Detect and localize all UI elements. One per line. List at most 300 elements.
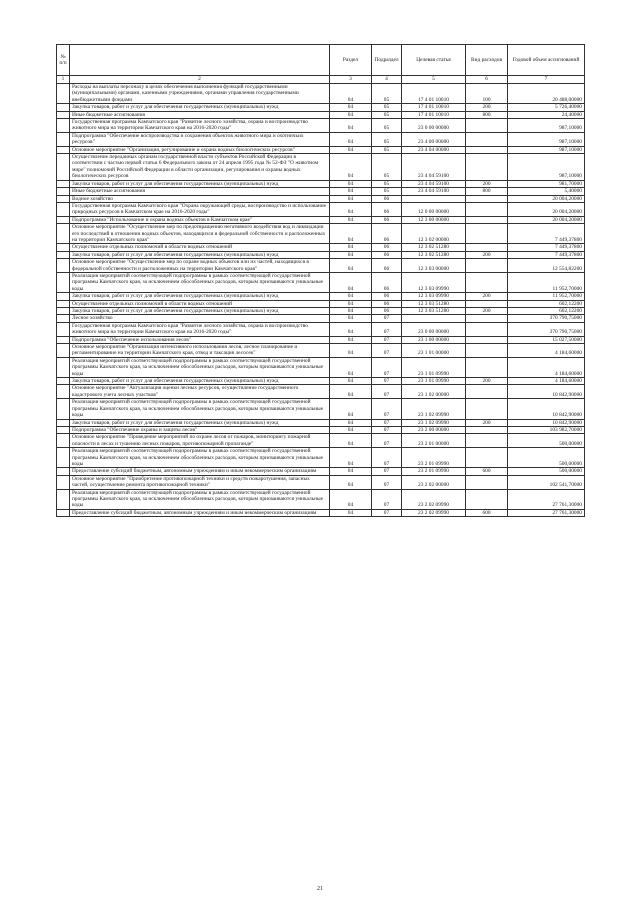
table-row xyxy=(57,251,585,258)
row-vr xyxy=(466,434,508,448)
row-podrazdel: 06 xyxy=(372,272,402,292)
row-csr: 23 2 01 00000 xyxy=(402,434,466,448)
row-csr: 12 3 02 00000 xyxy=(402,224,466,244)
row-csr: 23 4 00 00000 xyxy=(402,132,466,146)
row-razdel: 04 xyxy=(330,336,372,343)
table-row xyxy=(57,468,585,475)
row-sum: 10 842,90000 xyxy=(508,385,585,399)
table-row xyxy=(57,132,585,146)
row-vr: 600 xyxy=(466,468,508,475)
row-name: Государственная программа Камчатского края "Развитие лесного хозяйства, охрана и воспроизводство животного мира на территории Камчатского края на 2016-2020 годы" xyxy=(70,322,330,336)
row-podrazdel: 05 xyxy=(372,111,402,118)
row-podrazdel: 05 xyxy=(372,132,402,146)
row-csr: 23 2 02 00000 xyxy=(402,475,466,489)
row-name: Осуществление отдельных полномочий в области водных отношений xyxy=(70,244,330,251)
row-name: Закупка товаров, работ и услуг для обеспечения государственных (муниципальных) нужд xyxy=(70,378,330,385)
row-sum: 4 184,60000 xyxy=(508,344,585,358)
num-cell xyxy=(57,224,70,244)
row-razdel: 04 xyxy=(330,202,372,216)
row-name: Иные бюджетные ассигнования xyxy=(70,188,330,195)
row-razdel: 04 xyxy=(330,154,372,181)
row-vr: 200 xyxy=(466,180,508,187)
row-razdel: 04 xyxy=(330,419,372,426)
row-name: Реализация мероприятий соответствующей подпрограммы в рамках соответствующей государственной программы Камчатского края, за исключением обособленных расходов, которым присваиваются уникальные коды xyxy=(70,272,330,292)
header-sum: Годовой объем ассигнований xyxy=(508,45,585,76)
column-index: 2 xyxy=(70,76,330,84)
table-row xyxy=(57,195,585,202)
column-index: 7 xyxy=(508,76,585,84)
row-podrazdel: 06 xyxy=(372,224,402,244)
document-page xyxy=(56,44,584,517)
num-cell xyxy=(57,322,70,336)
num-cell xyxy=(57,111,70,118)
row-podrazdel: 05 xyxy=(372,154,402,181)
row-csr: 23 4 04 59100 xyxy=(402,188,466,195)
table-row xyxy=(57,224,585,244)
row-podrazdel: 05 xyxy=(372,146,402,153)
row-podrazdel: 06 xyxy=(372,308,402,315)
row-razdel: 04 xyxy=(330,475,372,489)
row-razdel: 04 xyxy=(330,272,372,292)
row-csr: 23 4 04 59100 xyxy=(402,154,466,181)
num-cell xyxy=(57,251,70,258)
row-csr: 12 0 00 00000 xyxy=(402,202,466,216)
row-podrazdel: 07 xyxy=(372,378,402,385)
row-vr xyxy=(466,146,508,153)
column-index: 6 xyxy=(466,76,508,84)
row-name: Закупка товаров, работ и услуг для обеспечения государственных (муниципальных) нужд xyxy=(70,293,330,300)
row-csr: 23 2 02 09990 xyxy=(402,489,466,509)
row-vr xyxy=(466,426,508,433)
row-csr: 23 2 01 09990 xyxy=(402,468,466,475)
row-sum: 500,00000 xyxy=(508,468,585,475)
table-row xyxy=(57,202,585,216)
row-name: Закупка товаров, работ и услуг для обеспечения государственных (муниципальных) нужд xyxy=(70,104,330,111)
row-sum: 27 761,30000 xyxy=(508,509,585,516)
row-name: Водное хозяйство xyxy=(70,195,330,202)
row-razdel: 04 xyxy=(330,259,372,273)
row-csr xyxy=(402,195,466,202)
row-razdel: 04 xyxy=(330,293,372,300)
row-csr: 12 3 03 09990 xyxy=(402,293,466,300)
row-name: Основное мероприятие "Осуществление мер по предотвращению негативного воздействия вод и ликвидации его последствий в отношении водных объектов, находящихся в федеральной собственности и расположенных на территории Камчатского края" xyxy=(70,224,330,244)
row-sum: 981,70000 xyxy=(508,180,585,187)
row-csr: 17 4 01 10010 xyxy=(402,84,466,104)
header-num: № п/п xyxy=(57,45,70,76)
row-vr xyxy=(466,119,508,133)
row-name: Осуществление переданных органам государственной власти субъектов Российской Федерации в соответствии с частью первой статьи 6 Федерального закона от 24 апреля 1995 года № 52-ФЗ "О животном мире" полномочий Российской Федерации в области организации, регулирования и охраны водных биологических ресурсов xyxy=(70,154,330,181)
row-podrazdel: 06 xyxy=(372,300,402,307)
column-index: 3 xyxy=(330,76,372,84)
row-name: Предоставление субсидий бюджетным, автономным учреждениям и иным некоммерческим организациям xyxy=(70,509,330,516)
row-csr: 17 4 01 10010 xyxy=(402,111,466,118)
page-number: 21 xyxy=(317,886,323,892)
num-cell xyxy=(57,300,70,307)
row-razdel: 04 xyxy=(330,216,372,223)
row-vr xyxy=(466,195,508,202)
row-csr: 23 2 00 00000 xyxy=(402,426,466,433)
row-podrazdel: 07 xyxy=(372,385,402,399)
row-podrazdel: 05 xyxy=(372,104,402,111)
row-vr xyxy=(466,224,508,244)
row-razdel: 04 xyxy=(330,509,372,516)
row-podrazdel: 07 xyxy=(372,468,402,475)
row-vr xyxy=(466,272,508,292)
num-cell xyxy=(57,344,70,358)
row-name: Основное мероприятие "Организация интенсивного использования лесов, лесное планирование и регламентирование на территории Камчатского края, отвод и таксация лесосек" xyxy=(70,344,330,358)
num-cell xyxy=(57,419,70,426)
row-razdel: 04 xyxy=(330,378,372,385)
row-sum: 370 790,75000 xyxy=(508,322,585,336)
num-cell xyxy=(57,293,70,300)
row-sum: 5,40000 xyxy=(508,188,585,195)
row-name: Закупка товаров, работ и услуг для обеспечения государственных (муниципальных) нужд xyxy=(70,419,330,426)
row-sum: 602,12200 xyxy=(508,308,585,315)
row-razdel: 04 xyxy=(330,146,372,153)
row-sum: 500,00000 xyxy=(508,448,585,468)
row-razdel: 04 xyxy=(330,426,372,433)
table-row xyxy=(57,448,585,468)
row-podrazdel: 07 xyxy=(372,426,402,433)
row-sum: 7 449,37800 xyxy=(508,244,585,251)
row-vr: 200 xyxy=(466,308,508,315)
row-podrazdel: 05 xyxy=(372,188,402,195)
row-csr: 12 3 00 00000 xyxy=(402,216,466,223)
row-vr xyxy=(466,399,508,419)
table-row xyxy=(57,344,585,358)
num-cell xyxy=(57,119,70,133)
row-vr xyxy=(466,216,508,223)
row-sum: 20 004,20000 xyxy=(508,216,585,223)
row-vr: 200 xyxy=(466,293,508,300)
column-index-row xyxy=(57,76,585,84)
num-cell xyxy=(57,315,70,322)
row-podrazdel: 05 xyxy=(372,119,402,133)
row-csr: 23 1 01 09990 xyxy=(402,357,466,377)
table-row xyxy=(57,426,585,433)
row-podrazdel: 07 xyxy=(372,434,402,448)
header-name xyxy=(70,45,330,76)
header-csr: Целевая статья xyxy=(402,45,466,76)
row-sum: 20 004,20000 xyxy=(508,202,585,216)
row-name: Основное мероприятие "Проведение мероприятий по охране лесов от пожаров, мониторингу пожарной опасности в лесах и тушению лесных пожаров, противопожарной пропаганде" xyxy=(70,434,330,448)
row-podrazdel: 07 xyxy=(372,336,402,343)
header-razdel: Раздел xyxy=(330,45,372,76)
row-csr: 23 0 00 00000 xyxy=(402,322,466,336)
row-vr xyxy=(466,448,508,468)
row-razdel: 04 xyxy=(330,322,372,336)
row-csr: 23 2 01 09990 xyxy=(402,448,466,468)
table-row xyxy=(57,385,585,399)
row-sum: 12 554,82200 xyxy=(508,259,585,273)
row-vr: 800 xyxy=(466,111,508,118)
row-vr xyxy=(466,344,508,358)
row-name: Подпрограмма "Обеспечение использования лесов" xyxy=(70,336,330,343)
row-sum: 7 449,37800 xyxy=(508,251,585,258)
row-csr: 23 1 02 00000 xyxy=(402,385,466,399)
row-vr xyxy=(466,154,508,181)
row-name: Основное мероприятие "Актуализация оценки лесных ресурсов, осуществление государственного кадастрового учета лесных участков" xyxy=(70,385,330,399)
row-name: Закупка товаров, работ и услуг для обеспечения государственных (муниципальных) нужд xyxy=(70,180,330,187)
row-razdel: 04 xyxy=(330,180,372,187)
row-podrazdel: 07 xyxy=(372,448,402,468)
table-row xyxy=(57,489,585,509)
row-sum: 500,00000 xyxy=(508,434,585,448)
row-sum: 11 952,70000 xyxy=(508,272,585,292)
row-vr: 200 xyxy=(466,419,508,426)
table-row xyxy=(57,475,585,489)
row-podrazdel: 06 xyxy=(372,293,402,300)
row-sum: 987,10000 xyxy=(508,119,585,133)
row-vr xyxy=(466,244,508,251)
row-sum: 10 842,90000 xyxy=(508,419,585,426)
row-vr xyxy=(466,300,508,307)
row-sum: 7 449,37800 xyxy=(508,224,585,244)
row-razdel: 04 xyxy=(330,195,372,202)
row-razdel: 04 xyxy=(330,111,372,118)
row-vr xyxy=(466,315,508,322)
row-sum: 4 184,60000 xyxy=(508,378,585,385)
row-podrazdel: 07 xyxy=(372,475,402,489)
row-name: Реализация мероприятий соответствующей подпрограммы в рамках соответствующей государственной программы Камчатского края, за исключением обособленных расходов, которым присваиваются уникальные коды xyxy=(70,448,330,468)
row-csr: 23 1 02 09990 xyxy=(402,399,466,419)
row-razdel: 04 xyxy=(330,119,372,133)
num-cell xyxy=(57,188,70,195)
row-razdel: 04 xyxy=(330,468,372,475)
row-csr: 17 4 01 10010 xyxy=(402,104,466,111)
table-row xyxy=(57,293,585,300)
table-header-row xyxy=(57,45,585,76)
table-row xyxy=(57,399,585,419)
row-podrazdel: 05 xyxy=(372,84,402,104)
row-name: Государственная программа Камчатского края "Охрана окружающей среды, воспроизводство и использование природных ресурсов в Камчатском крае на 2016-2020 годы" xyxy=(70,202,330,216)
row-sum: 20 488,00000 xyxy=(508,84,585,104)
table-row xyxy=(57,509,585,516)
row-name: Государственная программа Камчатского края "Развитие лесного хозяйства, охрана и воспроизводство животного мира на территории Камчатского края на 2016-2020 годы" xyxy=(70,119,330,133)
table-row xyxy=(57,180,585,187)
row-razdel: 04 xyxy=(330,489,372,509)
row-podrazdel: 07 xyxy=(372,322,402,336)
row-csr xyxy=(402,315,466,322)
num-cell xyxy=(57,154,70,181)
num-cell xyxy=(57,378,70,385)
row-csr: 12 3 03 09990 xyxy=(402,272,466,292)
row-razdel: 04 xyxy=(330,385,372,399)
row-name: Основное мероприятие "Приобретение противопожарной техники и средств пожаротушения, запасных частей, осуществление ремонта противопожарной техники" xyxy=(70,475,330,489)
row-vr: 800 xyxy=(466,188,508,195)
row-name: Подпрограмма "Обеспечение воспроизводства и сохранения объектов животного мира и охотничьих ресурсов" xyxy=(70,132,330,146)
row-csr: 23 4 04 59100 xyxy=(402,180,466,187)
row-vr: 200 xyxy=(466,251,508,258)
header-vr: Вид расходов xyxy=(466,45,508,76)
num-cell xyxy=(57,357,70,377)
row-podrazdel: 07 xyxy=(372,509,402,516)
row-csr: 23 1 01 00000 xyxy=(402,344,466,358)
row-name: Подпрограмма "Использование и охрана водных объектов в Камчатском крае" xyxy=(70,216,330,223)
row-podrazdel: 06 xyxy=(372,216,402,223)
table-row xyxy=(57,188,585,195)
table-row xyxy=(57,146,585,153)
row-csr: 23 2 02 09990 xyxy=(402,509,466,516)
num-cell xyxy=(57,308,70,315)
row-podrazdel: 07 xyxy=(372,357,402,377)
num-cell xyxy=(57,448,70,468)
row-razdel: 04 xyxy=(330,344,372,358)
table-row xyxy=(57,272,585,292)
num-cell xyxy=(57,434,70,448)
row-sum: 24,40000 xyxy=(508,111,585,118)
num-cell xyxy=(57,84,70,104)
table-body xyxy=(57,84,585,517)
row-name: Предоставление субсидий бюджетным, автономным учреждениям и иным некоммерческим организациям xyxy=(70,468,330,475)
row-sum: 370 790,75000 xyxy=(508,315,585,322)
table-row xyxy=(57,216,585,223)
row-csr: 23 4 04 00000 xyxy=(402,146,466,153)
row-csr: 12 3 02 51280 xyxy=(402,244,466,251)
table-row xyxy=(57,434,585,448)
row-razdel: 04 xyxy=(330,132,372,146)
row-name: Реализация мероприятий соответствующей подпрограммы в рамках соответствующей государственной программы Камчатского края, за исключением обособленных расходов, которым присваиваются уникальные коды xyxy=(70,399,330,419)
row-sum: 987,10000 xyxy=(508,154,585,181)
table-row xyxy=(57,154,585,181)
row-vr: 600 xyxy=(466,509,508,516)
table-row xyxy=(57,259,585,273)
row-sum: 15 027,50000 xyxy=(508,336,585,343)
row-csr: 23 1 02 09990 xyxy=(402,419,466,426)
row-vr xyxy=(466,489,508,509)
row-name: Основное мероприятие "Организация, регулирование и охрана водных биологических ресурсов" xyxy=(70,146,330,153)
row-vr xyxy=(466,259,508,273)
row-vr xyxy=(466,132,508,146)
num-cell xyxy=(57,195,70,202)
num-cell xyxy=(57,202,70,216)
row-sum: 27 761,30000 xyxy=(508,489,585,509)
num-cell xyxy=(57,468,70,475)
row-vr xyxy=(466,202,508,216)
row-sum: 987,10000 xyxy=(508,132,585,146)
row-razdel: 04 xyxy=(330,251,372,258)
num-cell xyxy=(57,385,70,399)
row-sum: 987,10000 xyxy=(508,146,585,153)
column-index: 1 xyxy=(57,76,70,84)
row-name: Реализация мероприятий соответствующей подпрограммы в рамках соответствующей государственной программы Камчатского края, за исключением обособленных расходов, которым присваиваются уникальные коды xyxy=(70,489,330,509)
table-row xyxy=(57,84,585,104)
row-sum: 4 184,60000 xyxy=(508,357,585,377)
row-podrazdel: 07 xyxy=(372,419,402,426)
table-row xyxy=(57,419,585,426)
row-name: Иные бюджетные ассигнования xyxy=(70,111,330,118)
row-razdel: 04 xyxy=(330,399,372,419)
row-name: Основное мероприятие "Осуществление мер по охране водных объектов или их частей, находящихся в федеральной собственности и расположенных на территории Камчатского края" xyxy=(70,259,330,273)
row-podrazdel: 07 xyxy=(372,489,402,509)
table-row xyxy=(57,378,585,385)
row-sum: 11 952,70000 xyxy=(508,293,585,300)
row-podrazdel: 06 xyxy=(372,251,402,258)
row-csr: 23 1 00 00000 xyxy=(402,336,466,343)
row-sum: 602,12200 xyxy=(508,300,585,307)
num-cell xyxy=(57,475,70,489)
row-vr: 200 xyxy=(466,378,508,385)
row-sum: 10 842,90000 xyxy=(508,399,585,419)
row-razdel: 04 xyxy=(330,188,372,195)
row-sum: 102 541,70000 xyxy=(508,475,585,489)
num-cell xyxy=(57,132,70,146)
num-cell xyxy=(57,272,70,292)
row-razdel: 04 xyxy=(330,308,372,315)
row-csr: 12 3 03 00000 xyxy=(402,259,466,273)
row-csr: 23 0 00 00000 xyxy=(402,119,466,133)
row-vr xyxy=(466,336,508,343)
row-razdel: 04 xyxy=(330,300,372,307)
row-csr: 12 3 03 51280 xyxy=(402,300,466,307)
table-row xyxy=(57,322,585,336)
table-row xyxy=(57,357,585,377)
row-razdel: 04 xyxy=(330,434,372,448)
row-csr: 12 3 02 51280 xyxy=(402,251,466,258)
row-podrazdel: 06 xyxy=(372,259,402,273)
row-razdel: 04 xyxy=(330,104,372,111)
table-row xyxy=(57,104,585,111)
table-row xyxy=(57,119,585,133)
num-cell xyxy=(57,259,70,273)
row-razdel: 04 xyxy=(330,84,372,104)
row-podrazdel: 07 xyxy=(372,399,402,419)
row-vr xyxy=(466,322,508,336)
num-cell xyxy=(57,244,70,251)
budget-table xyxy=(56,44,585,517)
row-sum: 103 982,70000 xyxy=(508,426,585,433)
row-vr xyxy=(466,357,508,377)
table-row xyxy=(57,300,585,307)
row-csr: 12 3 03 51280 xyxy=(402,308,466,315)
table-row xyxy=(57,315,585,322)
row-name: Реализация мероприятий соответствующей подпрограммы в рамках соответствующей государственной программы Камчатского края, за исключением обособленных расходов, которым присваиваются уникальные коды xyxy=(70,357,330,377)
num-cell xyxy=(57,146,70,153)
num-cell xyxy=(57,399,70,419)
row-podrazdel: 06 xyxy=(372,244,402,251)
row-podrazdel: 06 xyxy=(372,202,402,216)
row-podrazdel: 06 xyxy=(372,195,402,202)
num-cell xyxy=(57,426,70,433)
row-podrazdel: 05 xyxy=(372,180,402,187)
column-index: 4 xyxy=(372,76,402,84)
num-cell xyxy=(57,104,70,111)
row-name: Расходы на выплаты персоналу в целях обеспечения выполнения функций государственными (муниципальными) органами, казенными учреждениями, органами управления государственными внебюджетными фондами xyxy=(70,84,330,104)
num-cell xyxy=(57,216,70,223)
num-cell xyxy=(57,336,70,343)
row-sum: 20 004,20000 xyxy=(508,195,585,202)
row-name: Закупка товаров, работ и услуг для обеспечения государственных (муниципальных) нужд xyxy=(70,251,330,258)
row-name: Подпрограмма "Обеспечение охраны и защиты лесов" xyxy=(70,426,330,433)
row-vr xyxy=(466,475,508,489)
row-razdel: 04 xyxy=(330,224,372,244)
row-razdel: 04 xyxy=(330,357,372,377)
row-name: Закупка товаров, работ и услуг для обеспечения государственных (муниципальных) нужд xyxy=(70,308,330,315)
num-cell xyxy=(57,180,70,187)
table-row xyxy=(57,244,585,251)
row-vr xyxy=(466,385,508,399)
row-razdel: 04 xyxy=(330,448,372,468)
num-cell xyxy=(57,489,70,509)
num-cell xyxy=(57,509,70,516)
row-podrazdel: 07 xyxy=(372,315,402,322)
row-name: Лесное хозяйство xyxy=(70,315,330,322)
row-razdel: 04 xyxy=(330,244,372,251)
header-podrazdel: Подраздел xyxy=(372,45,402,76)
table-row xyxy=(57,336,585,343)
table-row xyxy=(57,308,585,315)
row-csr: 23 1 01 09990 xyxy=(402,378,466,385)
